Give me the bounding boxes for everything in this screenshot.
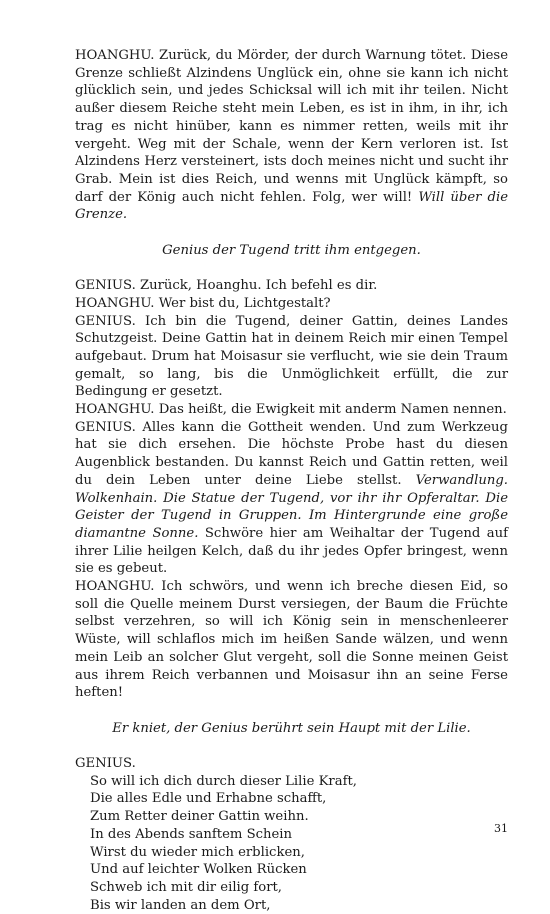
dialogue-paragraph xyxy=(75,295,508,313)
verse-line: Und auf leichter Wolken Rücken xyxy=(90,862,307,878)
spacer xyxy=(75,224,508,242)
dialogue-paragraph xyxy=(75,277,508,295)
stage-direction: Er kniet, der Genius berührt sein Haupt mit der Lilie. xyxy=(112,720,471,736)
dialogue-paragraph xyxy=(75,419,508,578)
verse-line: Bis wir landen an dem Ort, xyxy=(90,897,271,913)
page-number: 31 xyxy=(494,822,508,835)
text-run: GENIUS. Ich bin die Tugend, deiner Gattin, deines Landes Schutzgeist. Deine Gattin hat in deinem Reich mir einen Tempel aufgebaut. Drum hat Moisasur sie verflucht, wie sie dein Traum gemalt, so lang, bis die Unmöglichkeit erfüllt, die zur Bedingung er gesetzt. xyxy=(75,313,508,400)
inline-stage-direction: Will über die Grenze. xyxy=(75,189,508,223)
text-run: HOANGHU. Wer bist du, Lichtgestalt? xyxy=(75,295,331,311)
verse-line: Wirst du wieder mich erblicken, xyxy=(90,844,305,860)
text-run: GENIUS. xyxy=(75,756,136,772)
dialogue-paragraph xyxy=(75,755,508,773)
verse-line: So will ich dich durch dieser Lilie Kraft, xyxy=(90,773,357,789)
text-run: GENIUS. Zurück, Hoanghu. Ich befehl es dir. xyxy=(75,278,378,294)
dialogue-paragraph xyxy=(75,313,508,402)
stage-direction: Genius der Tugend tritt ihm entgegen. xyxy=(162,242,421,258)
dialogue-paragraph xyxy=(75,578,508,702)
verse-line: In des Abends sanftem Schein xyxy=(90,826,292,842)
verse-line: Zum Retter deiner Gattin weihn. xyxy=(90,809,309,825)
spacer xyxy=(75,737,508,755)
page-text xyxy=(75,47,508,914)
verse-line: Die alles Edle und Erhabne schafft, xyxy=(90,791,327,807)
spacer xyxy=(75,259,508,277)
text-run: GENIUS. Alles kann die Gottheit wenden. Und zum Werkzeug hat sie dich ersehen. Die höchste Probe hast du diesen Augenblick bestanden. Du kannst Reich und Gattin retten, weil du dein Leben unter deine Liebe stellst. xyxy=(75,419,508,488)
text-run: HOANGHU. Ich schwörs, und wenn ich breche diesen Eid, so soll die Quelle meinem Durst versiegen, der Baum die Früchte selbst verzehren, so will ich König sein in menschenleerer Wüste, will schlaflos mich im heißen Sande wälzen, und wenn mein Leib an solcher Glut vergeht, soll die Sonne meinen Geist aus ihrem Reich verbannen und Moisasur ihn an seine Ferse heften! xyxy=(75,579,508,701)
text-run: HOANGHU. Zurück, du Mörder, der durch Warnung tötet. Diese Grenze schließt Alzindens Unglück ein, ohne sie kann ich nicht glücklich sein, und jedes Schicksal will ich mit ihr teilen. Nicht außer diesem Reiche steht mein Leben, es ist in ihm, in ihr, ich trag es nicht hinüber, kann es nimmer retten, weils mit ihr vergeht. Weg mit der Schale, wenn der Kern verloren ist. Ist Alzindens Herz versteinert, ists doch meines nicht und sucht ihr Grab. Mein ist dies Reich, und wenns mit Unglück kämpft, so darf der König auch nicht fehlen. Folg, wer will! xyxy=(75,48,508,205)
verse-block xyxy=(75,773,508,914)
dialogue-paragraph xyxy=(75,401,508,419)
text-run: HOANGHU. Das heißt, die Ewigkeit mit anderm Namen nennen. xyxy=(75,402,507,418)
spacer xyxy=(75,702,508,720)
dialogue-paragraph xyxy=(75,47,508,224)
text-run: Schwöre hier am Weihaltar der Tugend auf ihrer Lilie heilgen Kelch, daß du ihr jedes Opfer bringest, wenn sie es gebeut. xyxy=(75,525,508,577)
inline-stage-direction: Verwandlung. Wolkenhain. Die Statue der Tugend, vor ihr ihr Opferaltar. Die Geister der Tugend in Gruppen. Im Hintergrunde eine große diamantne Sonne. xyxy=(75,472,508,541)
verse-line: Schweb ich mit dir eilig fort, xyxy=(90,879,283,895)
